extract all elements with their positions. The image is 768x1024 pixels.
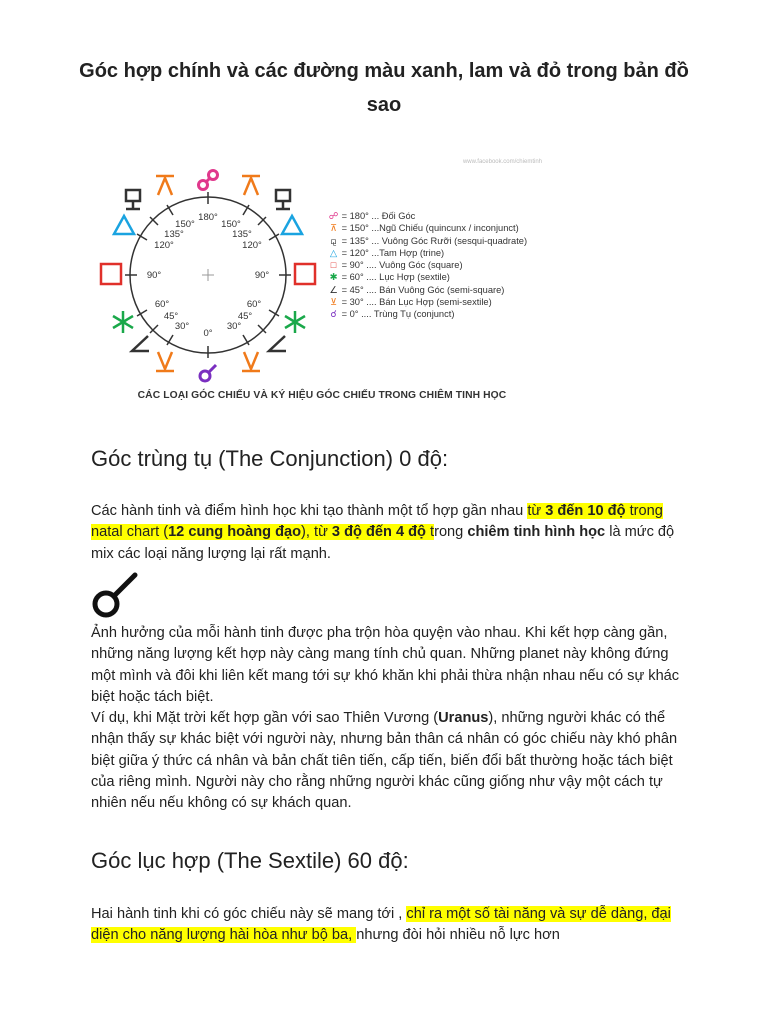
label-0: 0° <box>203 328 213 339</box>
label-90-right: 90° <box>254 270 270 281</box>
legend-row <box>328 271 527 283</box>
opposition-icon: ☍ <box>328 211 339 221</box>
semisquare-icon: ∠ <box>329 284 338 295</box>
legend-text: = 45° .... Bán Vuông Góc (semi-square) <box>341 284 505 295</box>
label-60-left: 60° <box>154 299 170 310</box>
figure-caption: CÁC LOẠI GÓC CHIẾU VÀ KÝ HIỆU GÓC CHIẾU TRONG CHIÊM TINH HỌC <box>137 390 507 401</box>
legend-row <box>328 247 527 259</box>
legend-row <box>328 259 527 271</box>
text-run: 12 cung hoàng đạo <box>168 524 302 541</box>
legend-row <box>328 308 527 320</box>
quincunx-icon: ⊼ <box>330 223 337 234</box>
label-135-left: 135° <box>164 229 184 240</box>
text-run: Hai hành tinh khi có góc chiếu này sẽ mang tới , <box>91 906 407 922</box>
label-60-right: 60° <box>246 299 262 310</box>
figure-watermark: www.facebook.com/chiemtinh <box>462 159 542 165</box>
legend-row <box>328 222 527 234</box>
text-run: 3 độ đến 4 độ <box>331 524 426 541</box>
label-180: 180° <box>198 212 218 223</box>
text-run: rong <box>434 524 468 541</box>
text-run: ), từ <box>301 524 332 541</box>
square-icon-left <box>101 264 121 284</box>
quincunx-icon-right <box>242 176 260 195</box>
text-run: từ <box>527 503 546 519</box>
legend-text: = 30° .... Bán Lục Hợp (semi-sextile) <box>341 297 492 308</box>
text-run: Ví dụ, khi Mặt trời kết hợp gần với sao Thiên Vương ( <box>91 710 439 726</box>
trine-icon-left <box>114 216 134 234</box>
legend-text: = 90° .... Vuông Góc (square) <box>341 260 463 271</box>
text-run: t <box>425 524 435 541</box>
label-150-right: 150° <box>221 219 241 230</box>
conjunction-example-paragraph <box>91 708 691 814</box>
trine-icon: △ <box>329 247 338 258</box>
semisextile-icon-left <box>156 352 174 371</box>
conjunct-icon: ☌ <box>330 309 337 320</box>
section-heading-conjunction: Góc trùng tụ (The Conjunction) 0 độ: <box>91 446 449 471</box>
label-135-right: 135° <box>232 229 252 240</box>
square-icon-right <box>295 264 315 284</box>
semisquare-icon-right <box>269 336 286 351</box>
text-run: chiêm tinh hình học <box>467 524 606 541</box>
text-run: là mức độ mix các loại năng lượng lại rất mạnh. <box>91 524 675 562</box>
opposition-icon <box>199 171 218 190</box>
text-run: trong natal chart ( <box>91 503 663 541</box>
section-heading-sextile: Góc lục hợp (The Sextile) 60 độ: <box>91 848 409 873</box>
text-run: ), những người khác có thể nhận thấy sự khác biệt với người này, nhưng bản thân cá nhân có góc chiếu này khó phân biệt giữa ý thức cá nhân và bản chất tiên tiến, cấp tiến, biến đổi bất thường hoặc tách biệt của riêng mình. Người này cho rằng những người khác cũng giống như vậy một cách tự nhiên nếu nếu không có sự khách quan. <box>91 710 678 812</box>
label-150-left: 150° <box>175 219 195 230</box>
legend-text: = 180° ... Đối Góc <box>341 211 416 221</box>
aspect-legend <box>328 210 527 321</box>
label-30-right: 30° <box>226 321 242 332</box>
conjunction-paragraph <box>91 501 691 565</box>
trine-icon-right <box>282 216 302 234</box>
legend-row <box>328 235 527 247</box>
sextile-icon-right <box>285 311 305 333</box>
legend-row <box>328 210 527 222</box>
label-120-left: 120° <box>154 240 174 251</box>
quincunx-icon-left <box>156 176 174 195</box>
sextile-icon: ✱ <box>329 272 338 283</box>
conjunct-icon <box>200 365 216 381</box>
legend-text: = 60° .... Lục Hợp (sextile) <box>341 272 450 283</box>
semisextile-icon: ⊻ <box>330 297 337 308</box>
aspects-figure <box>92 156 552 412</box>
sextile-icon-left <box>113 311 133 333</box>
label-45-right: 45° <box>237 311 253 322</box>
legend-text: = 135° ... Vuông Góc Rưỡi (sesqui-quadrate) <box>341 235 528 246</box>
legend-text: = 0° .... Trùng Tụ (conjunct) <box>341 309 455 320</box>
label-30-left: 30° <box>174 321 190 332</box>
conjunction-symbol-icon <box>88 572 144 624</box>
text-run: Uranus <box>438 710 489 726</box>
legend-row <box>328 296 527 308</box>
square-icon: □ <box>330 260 337 271</box>
page-title: Góc hợp chính và các đường màu xanh, lam và đỏ trong bản đồ sao <box>79 60 689 116</box>
legend-row <box>328 284 527 296</box>
sesquiquadrate-icon: ⚼ <box>330 235 337 246</box>
label-45-left: 45° <box>163 311 179 322</box>
highlighted-text: chỉ ra một số tài năng và sự dễ dàng, đại diện cho năng lượng hài hòa như bộ ba, <box>91 906 671 944</box>
label-120-right: 120° <box>242 240 262 251</box>
sesquiquadrate-icon-left <box>126 190 140 209</box>
semisquare-icon-left <box>132 336 149 351</box>
legend-text: = 120° ...Tam Hợp (trine) <box>341 247 445 258</box>
sextile-paragraph <box>91 904 691 947</box>
text-run: 3 đến 10 độ <box>545 503 626 519</box>
text-run: nhưng đòi hỏi nhiều nỗ lực hơn <box>356 927 560 944</box>
legend-text: = 150° ...Ngũ Chiếu (quincunx / inconjunct) <box>341 223 519 234</box>
text-run: Các hành tinh và điểm hình học khi tạo thành một tổ hợp gần nhau <box>91 503 528 519</box>
semisextile-icon-right <box>242 352 260 371</box>
sesquiquadrate-icon-right <box>276 190 290 209</box>
conjunction-influence-paragraph: Ảnh hưởng của mỗi hành tinh được pha trộn hòa quyện vào nhau. Khi kết hợp càng gần, những năng lượng kết hợp này càng mang tính chủ quan. Những planet này không đứng một mình và đôi khi liên kết mang tới sự khó khăn khi phải thừa nhận nhau nếu có sự khác biệt hoặc tách biệt. <box>91 625 680 705</box>
label-90-left: 90° <box>146 270 162 281</box>
